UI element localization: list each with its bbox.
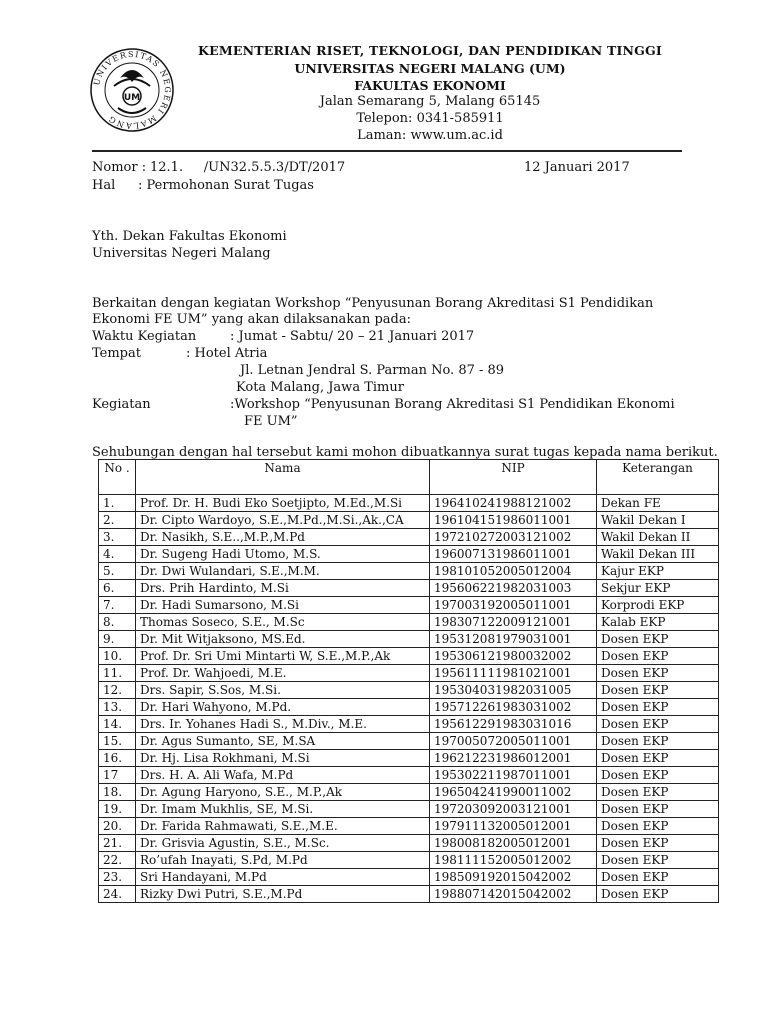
table-row bbox=[99, 614, 719, 631]
table-row bbox=[99, 682, 719, 699]
table-row bbox=[99, 665, 719, 682]
cell-no: 10. bbox=[99, 648, 136, 665]
cell-no: 13. bbox=[99, 699, 136, 716]
cell-nama: Prof. Dr. H. Budi Eko Soetjipto, M.Ed.,M.Si bbox=[136, 495, 430, 512]
cell-nip: 195611111981021001 bbox=[430, 665, 597, 682]
cell-nip: 195612291983031016 bbox=[430, 716, 597, 733]
tempat-value: : Hotel Atria bbox=[186, 346, 268, 361]
cell-nama: Drs. Sapir, S.Sos, M.Si. bbox=[136, 682, 430, 699]
cell-no: 7. bbox=[99, 597, 136, 614]
cell-no: 1. bbox=[99, 495, 136, 512]
table-row bbox=[99, 580, 719, 597]
cell-no: 5. bbox=[99, 563, 136, 580]
cell-nip: 198008182005012001 bbox=[430, 835, 597, 852]
recipient-line-1: Yth. Dekan Fakultas Ekonomi bbox=[92, 229, 287, 244]
cell-nama: Dr. Dwi Wulandari, S.E.,M.M. bbox=[136, 563, 430, 580]
cell-keterangan: Dosen EKP bbox=[597, 665, 719, 682]
cell-nip: 197210272003121002 bbox=[430, 529, 597, 546]
cell-nama: Dr. Farida Rahmawati, S.E.,M.E. bbox=[136, 818, 430, 835]
cell-keterangan: Dosen EKP bbox=[597, 784, 719, 801]
table-row bbox=[99, 750, 719, 767]
cell-no: 3. bbox=[99, 529, 136, 546]
cell-nama: Dr. Mit Witjaksono, MS.Ed. bbox=[136, 631, 430, 648]
cell-keterangan: Wakil Dekan I bbox=[597, 512, 719, 529]
cell-nip: 195712261983031002 bbox=[430, 699, 597, 716]
table-row bbox=[99, 784, 719, 801]
cell-nip: 195306121980032002 bbox=[430, 648, 597, 665]
cell-nama: Ro’ufah Inayati, S.Pd, M.Pd bbox=[136, 852, 430, 869]
cell-no: 8. bbox=[99, 614, 136, 631]
hal-label: Hal bbox=[92, 178, 116, 193]
svg-text:UM: UM bbox=[123, 93, 141, 103]
cell-keterangan: Dosen EKP bbox=[597, 801, 719, 818]
cell-nama: Dr. Imam Mukhlis, SE, M.Si. bbox=[136, 801, 430, 818]
svg-text:UNIVERSITAS NEGERI MALANG: UNIVERSITAS NEGERI MALANG bbox=[92, 49, 173, 131]
cell-nip: 197003192005011001 bbox=[430, 597, 597, 614]
column-header-no: No . bbox=[99, 460, 136, 495]
ministry-name: KEMENTERIAN RISET, TEKNOLOGI, DAN PENDIDIKAN TINGGI bbox=[198, 43, 662, 58]
cell-nama: Dr. Hadi Sumarsono, M.Si bbox=[136, 597, 430, 614]
address: Jalan Semarang 5, Malang 65145 bbox=[319, 94, 541, 109]
tempat-line-3: Kota Malang, Jawa Timur bbox=[236, 380, 404, 395]
cell-no: 21. bbox=[99, 835, 136, 852]
cell-nip: 196504241990011002 bbox=[430, 784, 597, 801]
cell-no: 22. bbox=[99, 852, 136, 869]
intro-line-1: Berkaitan dengan kegiatan Workshop “Penyusunan Borang Akreditasi S1 Pendidikan bbox=[92, 296, 654, 311]
cell-nip: 197203092003121001 bbox=[430, 801, 597, 818]
table-row bbox=[99, 767, 719, 784]
cell-keterangan: Dosen EKP bbox=[597, 869, 719, 886]
cell-no: 19. bbox=[99, 801, 136, 818]
table-row bbox=[99, 546, 719, 563]
hal-value: : Permohonan Surat Tugas bbox=[138, 178, 314, 193]
cell-keterangan: Dosen EKP bbox=[597, 699, 719, 716]
cell-nama: Prof. Dr. Wahjoedi, M.E. bbox=[136, 665, 430, 682]
cell-nip: 195312081979031001 bbox=[430, 631, 597, 648]
table-row bbox=[99, 529, 719, 546]
table-row bbox=[99, 869, 719, 886]
cell-no: 15. bbox=[99, 733, 136, 750]
table-header-row bbox=[99, 460, 719, 495]
table-row bbox=[99, 699, 719, 716]
cell-nama: Dr. Hari Wahyono, M.Pd. bbox=[136, 699, 430, 716]
waktu-value: : Jumat - Sabtu/ 20 – 21 Januari 2017 bbox=[230, 329, 475, 344]
cell-nama: Dr. Grisvia Agustin, S.E., M.Sc. bbox=[136, 835, 430, 852]
cell-nama: Thomas Soseco, S.E., M.Sc bbox=[136, 614, 430, 631]
kegiatan-value: :Workshop “Penyusunan Borang Akreditasi S1 Pendidikan Ekonomi bbox=[230, 397, 675, 412]
table-row bbox=[99, 716, 719, 733]
cell-nip: 195302211987011001 bbox=[430, 767, 597, 784]
cell-no: 2. bbox=[99, 512, 136, 529]
cell-nama: Dr. Agung Haryono, S.E., M.P.,Ak bbox=[136, 784, 430, 801]
cell-keterangan: Dosen EKP bbox=[597, 682, 719, 699]
tempat-line-2: Jl. Letnan Jendral S. Parman No. 87 - 89 bbox=[240, 363, 505, 378]
kegiatan-label: Kegiatan bbox=[92, 397, 151, 412]
table-row bbox=[99, 733, 719, 750]
phone: Telepon: 0341-585911 bbox=[356, 111, 504, 126]
cell-no: 14. bbox=[99, 716, 136, 733]
cell-nama: Drs. H. A. Ali Wafa, M.Pd bbox=[136, 767, 430, 784]
cell-keterangan: Dekan FE bbox=[597, 495, 719, 512]
cell-nama: Rizky Dwi Putri, S.E.,M.Pd bbox=[136, 886, 430, 903]
cell-nip: 198807142015042002 bbox=[430, 886, 597, 903]
table-row bbox=[99, 512, 719, 529]
cell-nama: Drs. Ir. Yohanes Hadi S., M.Div., M.E. bbox=[136, 716, 430, 733]
table-row bbox=[99, 835, 719, 852]
table-row bbox=[99, 631, 719, 648]
table-row bbox=[99, 886, 719, 903]
cell-keterangan: Korprodi EKP bbox=[597, 597, 719, 614]
cell-keterangan: Dosen EKP bbox=[597, 716, 719, 733]
cell-no: 4. bbox=[99, 546, 136, 563]
cell-keterangan: Dosen EKP bbox=[597, 648, 719, 665]
faculty-name: FAKULTAS EKONOMI bbox=[354, 78, 506, 93]
cell-keterangan: Dosen EKP bbox=[597, 631, 719, 648]
cell-nip: 198509192015042002 bbox=[430, 869, 597, 886]
table-row bbox=[99, 818, 719, 835]
cell-keterangan: Dosen EKP bbox=[597, 750, 719, 767]
cell-keterangan: Kalab EKP bbox=[597, 614, 719, 631]
nomor-value: 12.1. /UN32.5.5.3/DT/2017 bbox=[150, 160, 346, 175]
column-header-nama: Nama bbox=[136, 460, 430, 495]
waktu-label: Waktu Kegiatan bbox=[92, 329, 197, 344]
cell-keterangan: Dosen EKP bbox=[597, 818, 719, 835]
intro-line-2: Ekonomi FE UM” yang akan dilaksanakan pada: bbox=[92, 312, 411, 327]
cell-nip: 196212231986012001 bbox=[430, 750, 597, 767]
cell-nip: 197911132005012001 bbox=[430, 818, 597, 835]
cell-keterangan: Wakil Dekan II bbox=[597, 529, 719, 546]
cell-nip: 198111152005012002 bbox=[430, 852, 597, 869]
nomor-label: Nomor : bbox=[92, 160, 147, 175]
table-row bbox=[99, 597, 719, 614]
cell-nama: Sri Handayani, M.Pd bbox=[136, 869, 430, 886]
cell-no: 16. bbox=[99, 750, 136, 767]
column-header-keterangan: Keterangan bbox=[597, 460, 719, 495]
cell-nama: Drs. Prih Hardinto, M.Si bbox=[136, 580, 430, 597]
cell-keterangan: Dosen EKP bbox=[597, 767, 719, 784]
letter-date: 12 Januari 2017 bbox=[524, 160, 630, 175]
cell-nama: Dr. Cipto Wardoyo, S.E.,M.Pd.,M.Si.,Ak.,CA bbox=[136, 512, 430, 529]
cell-keterangan: Dosen EKP bbox=[597, 852, 719, 869]
header-divider bbox=[92, 150, 682, 152]
cell-no: 6. bbox=[99, 580, 136, 597]
cell-nama: Dr. Agus Sumanto, SE, M.SA bbox=[136, 733, 430, 750]
cell-no: 18. bbox=[99, 784, 136, 801]
kegiatan-line-2: FE UM” bbox=[244, 414, 298, 429]
cell-nip: 198307122009121001 bbox=[430, 614, 597, 631]
university-name: UNIVERSITAS NEGERI MALANG (UM) bbox=[294, 61, 566, 76]
cell-nip: 197005072005011001 bbox=[430, 733, 597, 750]
cell-no: 23. bbox=[99, 869, 136, 886]
website: Laman: www.um.ac.id bbox=[357, 128, 503, 143]
recipient-line-2: Universitas Negeri Malang bbox=[92, 246, 271, 261]
cell-no: 20. bbox=[99, 818, 136, 835]
cell-nama: Dr. Sugeng Hadi Utomo, M.S. bbox=[136, 546, 430, 563]
tempat-label: Tempat bbox=[92, 346, 141, 361]
cell-keterangan: Dosen EKP bbox=[597, 886, 719, 903]
cell-keterangan: Wakil Dekan III bbox=[597, 546, 719, 563]
cell-nama: Dr. Hj. Lisa Rokhmani, M.Si bbox=[136, 750, 430, 767]
cell-no: 17 bbox=[99, 767, 136, 784]
table-row bbox=[99, 852, 719, 869]
cell-keterangan: Dosen EKP bbox=[597, 835, 719, 852]
cell-keterangan: Dosen EKP bbox=[597, 733, 719, 750]
cell-keterangan: Kajur EKP bbox=[597, 563, 719, 580]
table-row bbox=[99, 563, 719, 580]
university-seal-logo bbox=[90, 48, 174, 132]
cell-no: 12. bbox=[99, 682, 136, 699]
cell-nama: Prof. Dr. Sri Umi Mintarti W, S.E.,M.P.,Ak bbox=[136, 648, 430, 665]
personnel-table bbox=[98, 459, 719, 903]
request-sentence: Sehubungan dengan hal tersebut kami mohon dibuatkannya surat tugas kepada nama berikut. bbox=[92, 445, 718, 460]
cell-no: 24. bbox=[99, 886, 136, 903]
cell-nip: 196007131986011001 bbox=[430, 546, 597, 563]
table-row bbox=[99, 648, 719, 665]
cell-nip: 195606221982031003 bbox=[430, 580, 597, 597]
cell-nip: 195304031982031005 bbox=[430, 682, 597, 699]
cell-nip: 198101052005012004 bbox=[430, 563, 597, 580]
cell-no: 9. bbox=[99, 631, 136, 648]
column-header-nip: NIP bbox=[430, 460, 597, 495]
cell-keterangan: Sekjur EKP bbox=[597, 580, 719, 597]
table-row bbox=[99, 801, 719, 818]
cell-no: 11. bbox=[99, 665, 136, 682]
cell-nip: 196104151986011001 bbox=[430, 512, 597, 529]
cell-nama: Dr. Nasikh, S.E..,M.P.,M.Pd bbox=[136, 529, 430, 546]
table-row bbox=[99, 495, 719, 512]
cell-nip: 196410241988121002 bbox=[430, 495, 597, 512]
